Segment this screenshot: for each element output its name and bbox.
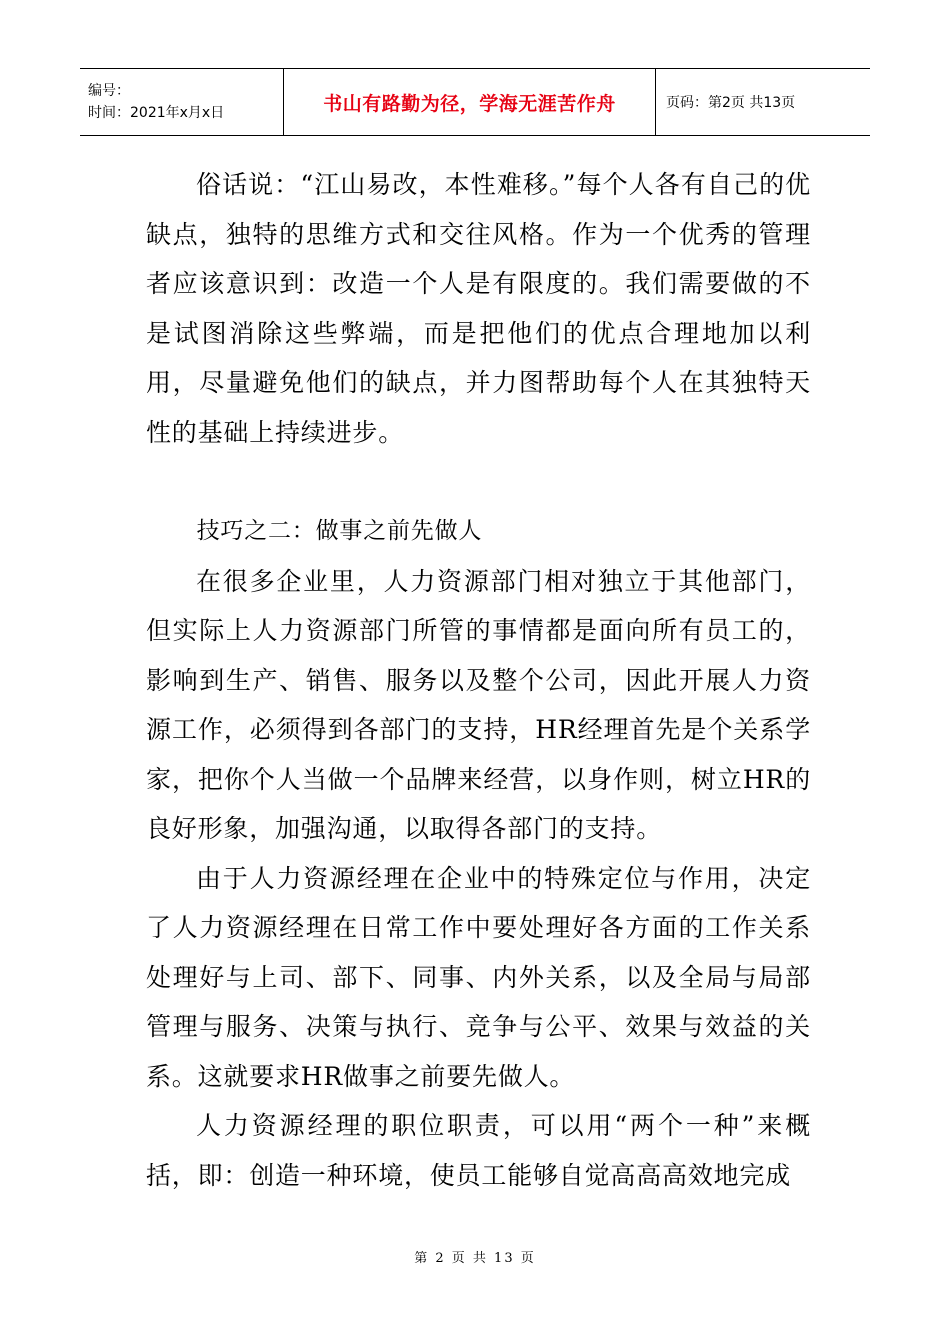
- paragraph-4: 人力资源经理的职位职责，可以用“两个一种”来概括，即：创造一种环境，使员工能够自觉高高高效地完成: [146, 1111, 811, 1190]
- paragraph-1: 俗话说：“江山易改，本性难移。”每个人各有自己的优缺点，独特的思维方式和交往风格。作为一个优秀的管理者应该意识到：改造一个人是有限度的。我们需要做的不是试图消除这些弊端，而是把他们的优点合理地加以利用，尽量避免他们的缺点，并力图帮助每个人在其独特天性的基础上持续进步。: [146, 170, 811, 447]
- paragraph-2: 在很多企业里，人力资源部门相对独立于其他部门，但实际上人力资源部门所管的事情都是面向所有员工的，影响到生产、销售、服务以及整个公司，因此开展人力资源工作，必须得到各部门的支持，HR经理首先是个关系学家，把你个人当做一个品牌来经营，以身作则，树立HR的良好形象，加强沟通，以取得各部门的支持。: [146, 566, 811, 843]
- document-number-label: 编号：: [88, 83, 130, 99]
- header-meta: [80, 69, 283, 135]
- header-page-info: 页码：第2页 共13页: [666, 95, 796, 111]
- section-heading: 技巧之二：做事之前先做人: [196, 518, 483, 544]
- page-header: [80, 68, 870, 136]
- page-footer: 第 2 页 共 13 页: [414, 1251, 536, 1266]
- document-date-label: 时间：2021年x月x日: [88, 105, 225, 121]
- header-motto: 书山有路勤为径，学海无涯苦作舟: [283, 69, 656, 135]
- paragraph-3: 由于人力资源经理在企业中的特殊定位与作用，决定了人力资源经理在日常工作中要处理好各方面的工作关系处理好与上司、部下、同事、内外关系，以及全局与局部管理与服务、决策与执行、竞争与公平、效果与效益的关系。这就要求HR做事之前要先做人。: [146, 863, 811, 1091]
- document-body: [146, 160, 811, 1200]
